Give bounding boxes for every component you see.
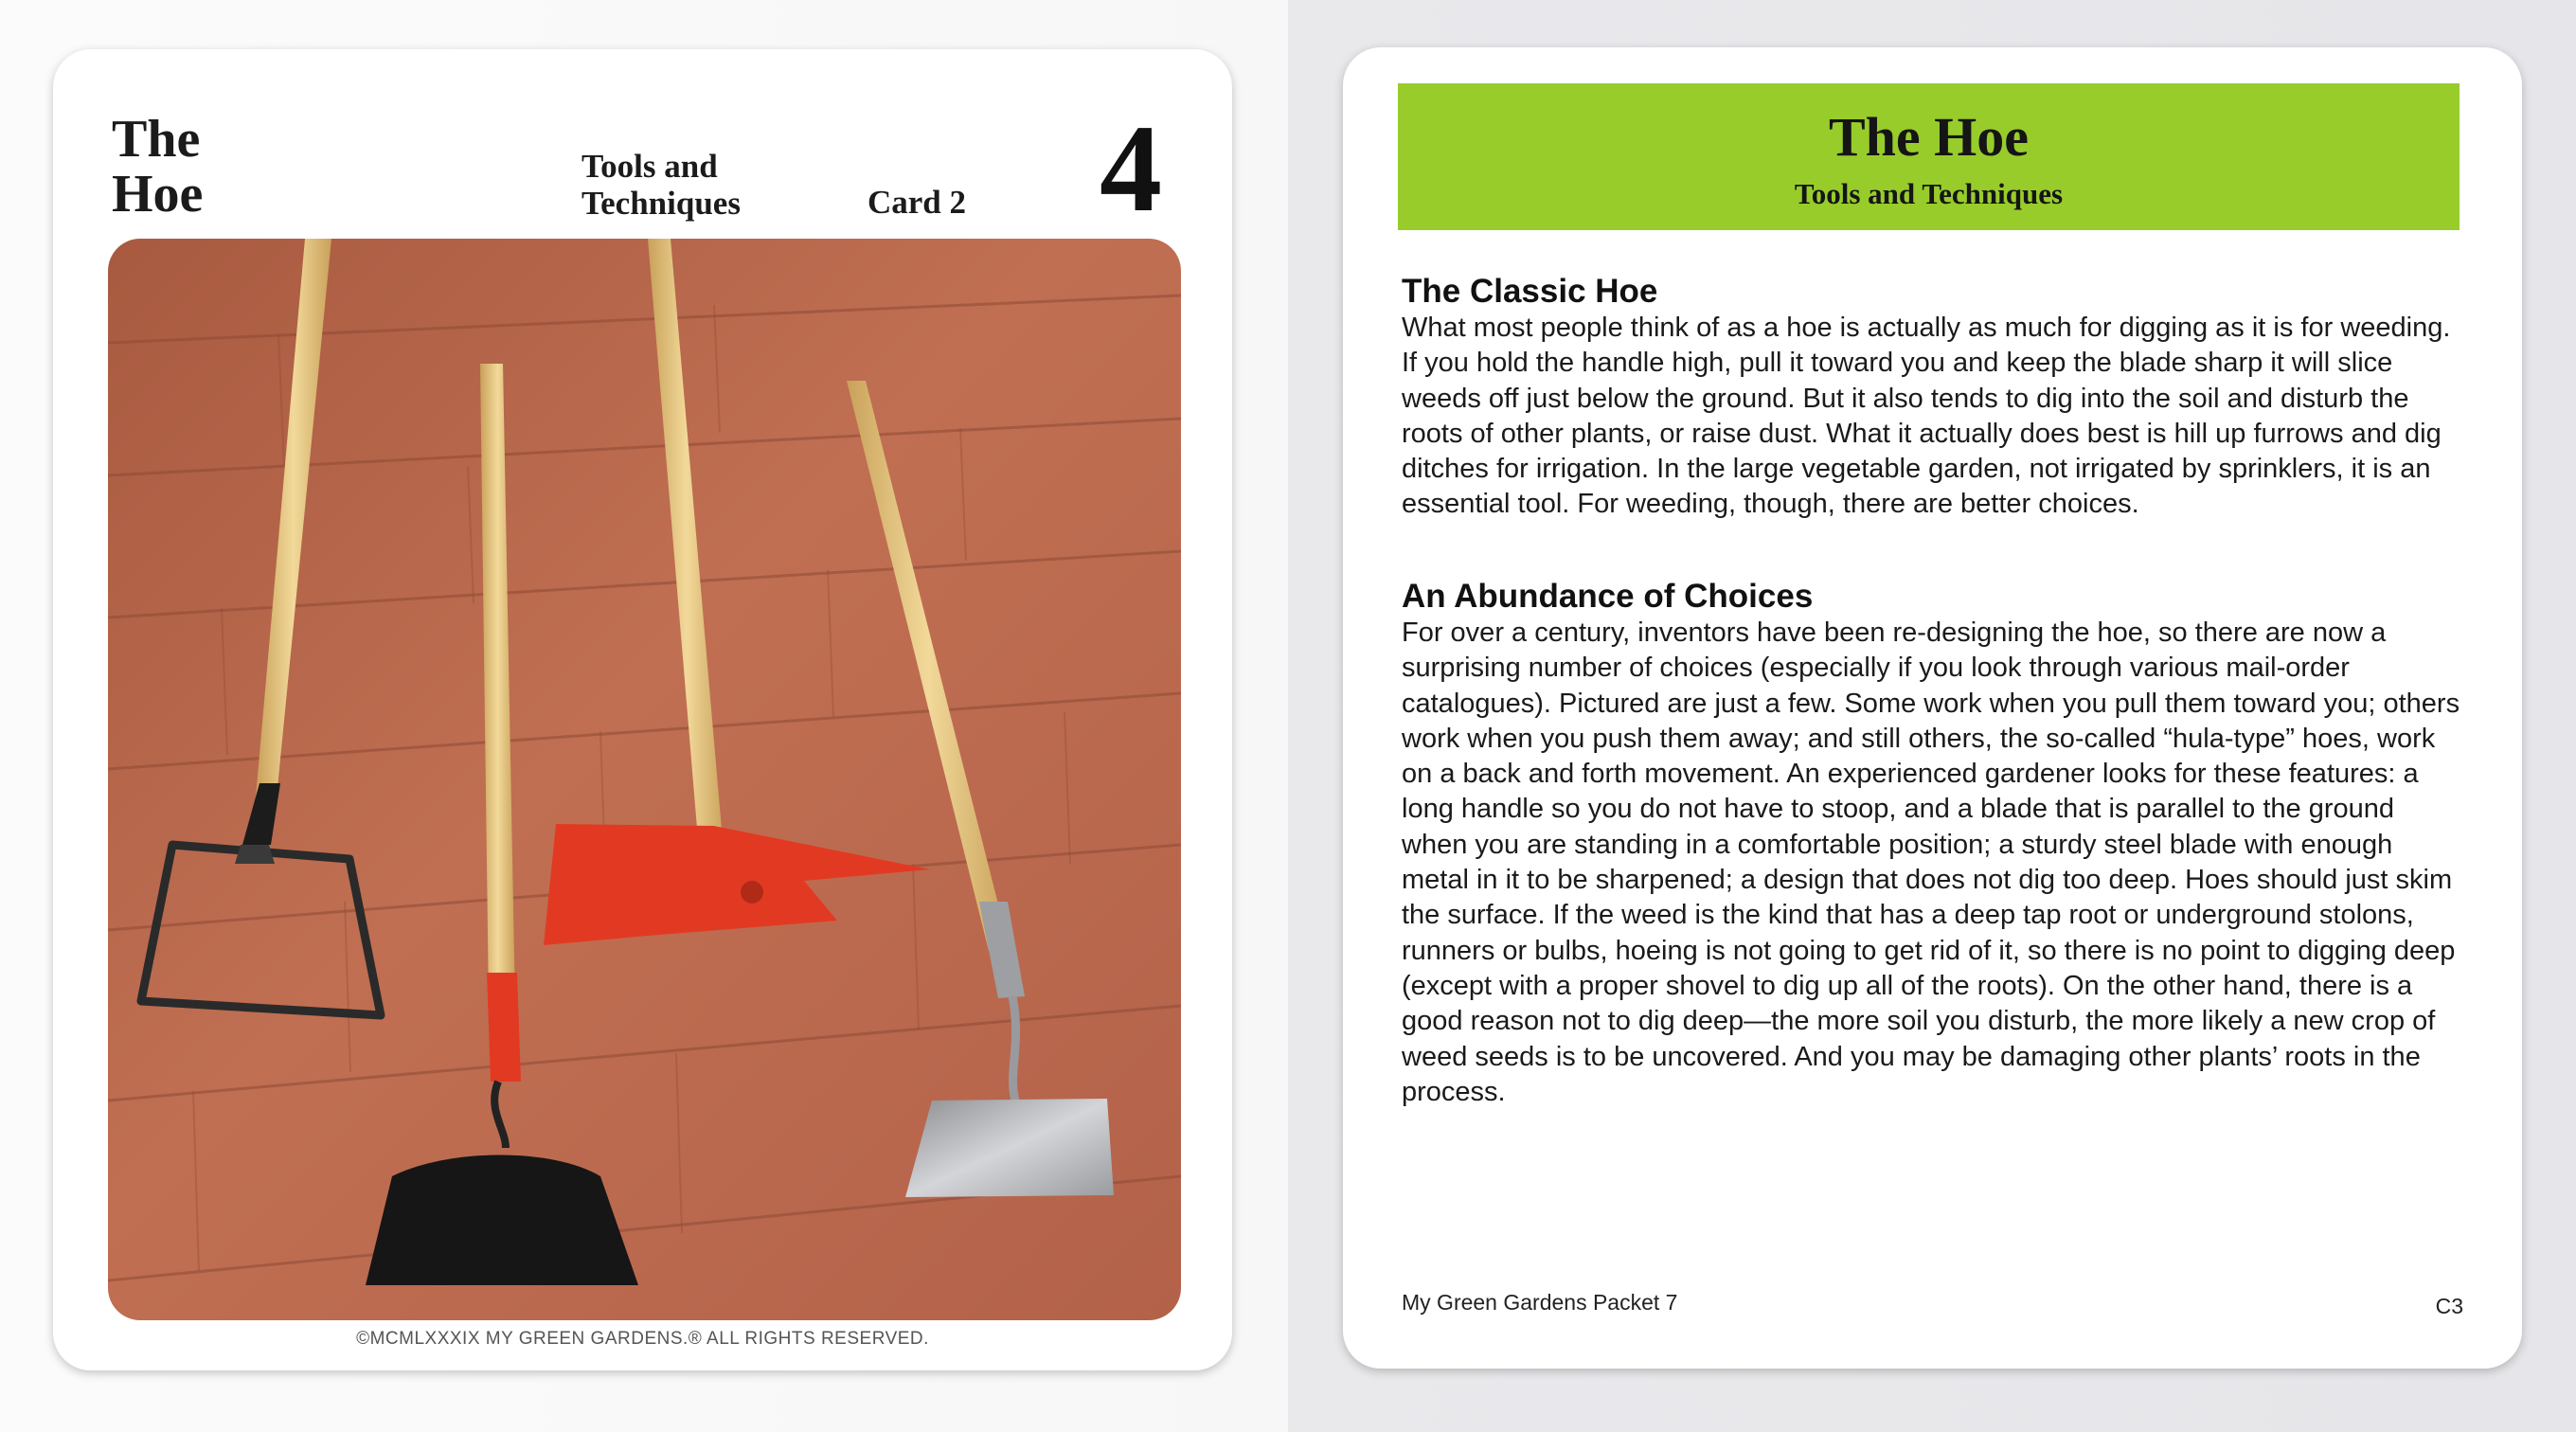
hoe-photo bbox=[108, 239, 1181, 1320]
section-body: What most people think of as a hoe is actually as much for digging as it is for weeding. If you hold the handle high, pull it toward you and keep the blade sharp it will slice weeds off just below the ground. But it also tends to dig into the soil and disturb the roots of other plants, or raise dust. What it actually does best is hill up furrows and dig ditches for irrigation. In the large vegetable garden, not irrigated by sprinklers, it is an essential tool. For weeding, though, there are better choices. bbox=[1402, 313, 2451, 520]
section-classic-hoe bbox=[1402, 273, 2462, 523]
front-category bbox=[581, 148, 741, 222]
title-banner bbox=[1398, 83, 2460, 230]
section-heading: An Abundance of Choices bbox=[1402, 578, 1814, 615]
copyright-notice: ©MCMLXXXIX MY GREEN GARDENS.® ALL RIGHTS RESERVED. bbox=[356, 1329, 929, 1349]
front-title bbox=[112, 112, 203, 222]
front-title-line2: Hoe bbox=[112, 165, 204, 224]
section-abundance-of-choices bbox=[1402, 578, 2462, 1110]
section-body: For over a century, inventors have been re-designing the hoe, so there are now a surprising number of choices (especially if you look through various mail-order catalogues). Pictured are just a few. Some work when you pull them toward you; others work when you push them away; and still others, the so-called “hula-type” hoes, work on a back and forth movement. An experienced gardener looks for these features: a long handle so you do not have to stoop, and a blade that is parallel to the ground when you are standing in a comfortable position; a sturdy steel blade with enough metal in it to be sharpened; a design that does not dig too deep. Hoes should just skim the surface. If the weed is the kind that has a deep tap root or underground stolons, runners or bulbs, hoeing is not going to get rid of it, so there is no point to digging deep (except with a proper shovel to dig up all of the roots). On the other hand, there is a good reason not to dig deep—the more soil you disturb, the more likely a new crop of weed seeds is to be uncovered. And you may be damaging other plants’ roots in the process. bbox=[1402, 618, 2460, 1107]
back-title: The Hoe bbox=[1828, 106, 2030, 168]
front-category-line2: Techniques bbox=[581, 185, 741, 222]
card-front bbox=[53, 49, 1232, 1370]
front-category-line1: Tools and bbox=[581, 148, 718, 185]
front-card-label: Card 2 bbox=[868, 184, 967, 221]
back-subtitle: Tools and Techniques bbox=[1794, 177, 2064, 210]
hoes-on-floor-illustration bbox=[108, 239, 1181, 1320]
section-heading: The Classic Hoe bbox=[1402, 273, 1658, 310]
packet-label: My Green Gardens Packet 7 bbox=[1402, 1290, 1678, 1315]
card-code: C3 bbox=[2435, 1294, 2463, 1318]
front-title-line1: The bbox=[112, 110, 201, 169]
front-card-number: 4 bbox=[1100, 98, 1162, 238]
card-back bbox=[1343, 47, 2522, 1369]
